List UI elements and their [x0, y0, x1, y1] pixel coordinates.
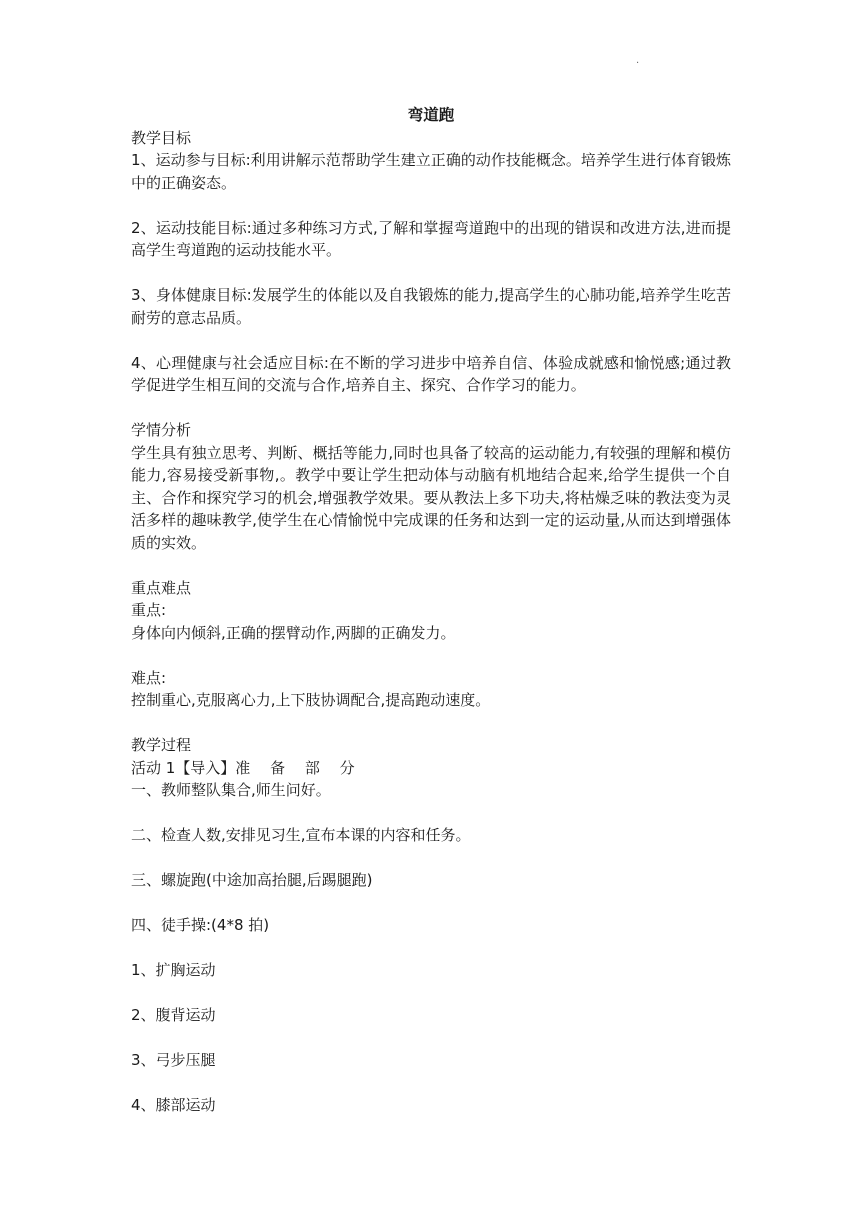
exercise-item-2: 2、腹背运动: [131, 1006, 216, 1024]
student-analysis-section: [131, 419, 731, 554]
exercise-item-3: 3、弓步压腿: [131, 1051, 216, 1069]
document-title: 弯道跑: [407, 106, 455, 124]
process-step-2: 二、检查人数,安排见习生,宣布本课的内容和任务。: [131, 826, 471, 844]
activity-title: 活动 1【导入】准 备 部 分: [131, 758, 355, 777]
teaching-goals-heading: 教学目标: [131, 128, 192, 147]
goal-item-2: 2、运动技能目标:通过多种练习方式,了解和掌握弯道跑中的出现的错误和改进方法,进而提高学生弯道跑的运动技能水平。: [131, 218, 731, 259]
document-body: [131, 104, 731, 1117]
process-step-3: 三、螺旋跑(中途加高抬腿,后踢腿跑): [131, 871, 373, 889]
goal-item-3: 3、身体健康目标:发展学生的体能以及自我锻炼的能力,提高学生的心肺功能,培养学生吃苦耐劳的意志品质。: [131, 286, 731, 327]
goal-item-4: 4、心理健康与社会适应目标:在不断的学习进步中培养自信、体验成就感和愉悦感;通过教学促进学生相互间的交流与合作,培养自主、探究、合作学习的能力。: [131, 353, 731, 394]
difficulty-label: 难点:: [131, 668, 167, 687]
corner-mark: .: [636, 55, 640, 66]
teaching-process-section: [131, 734, 731, 1117]
teaching-process-heading: 教学过程: [131, 736, 192, 754]
process-step-1: 一、教师整队集合,师生问好。: [131, 781, 331, 799]
difficulty-text: 控制重心,克服离心力,上下肢协调配合,提高跑动速度。: [131, 691, 491, 709]
focus-label: 重点:: [131, 601, 167, 619]
key-points-heading: 重点难点: [131, 578, 192, 597]
exercise-item-4: 4、膝部运动: [131, 1096, 216, 1114]
focus-text: 身体向内倾斜,正确的摆臂动作,两脚的正确发力。: [131, 623, 456, 642]
exercise-item-1: 1、扩胸运动: [131, 961, 216, 979]
student-analysis-text: 学生具有独立思考、判断、概括等能力,同时也具备了较高的运动能力,有较强的理解和模仿能力,容易接受新事物,。教学中要让学生把动体与动脑有机地结合起来,给学生提供一个自主、合作和探究学习的机会,增强教学效果。要从教法上多下功夫,将枯燥乏味的教法变为灵活多样的趣味教学,使学生在心情愉悦中完成课的任务和达到一定的运动量,从而达到增强体质的实效。: [131, 443, 731, 552]
teaching-goals-section: [131, 127, 731, 397]
student-analysis-heading: 学情分析: [131, 421, 192, 439]
goal-item-1: 1、运动参与目标:利用讲解示范帮助学生建立正确的动作技能概念。培养学生进行体育锻炼中的正确姿态。: [131, 151, 731, 192]
key-points-section: [131, 577, 731, 712]
process-step-4: 四、徒手操:(4*8 拍): [131, 916, 270, 934]
